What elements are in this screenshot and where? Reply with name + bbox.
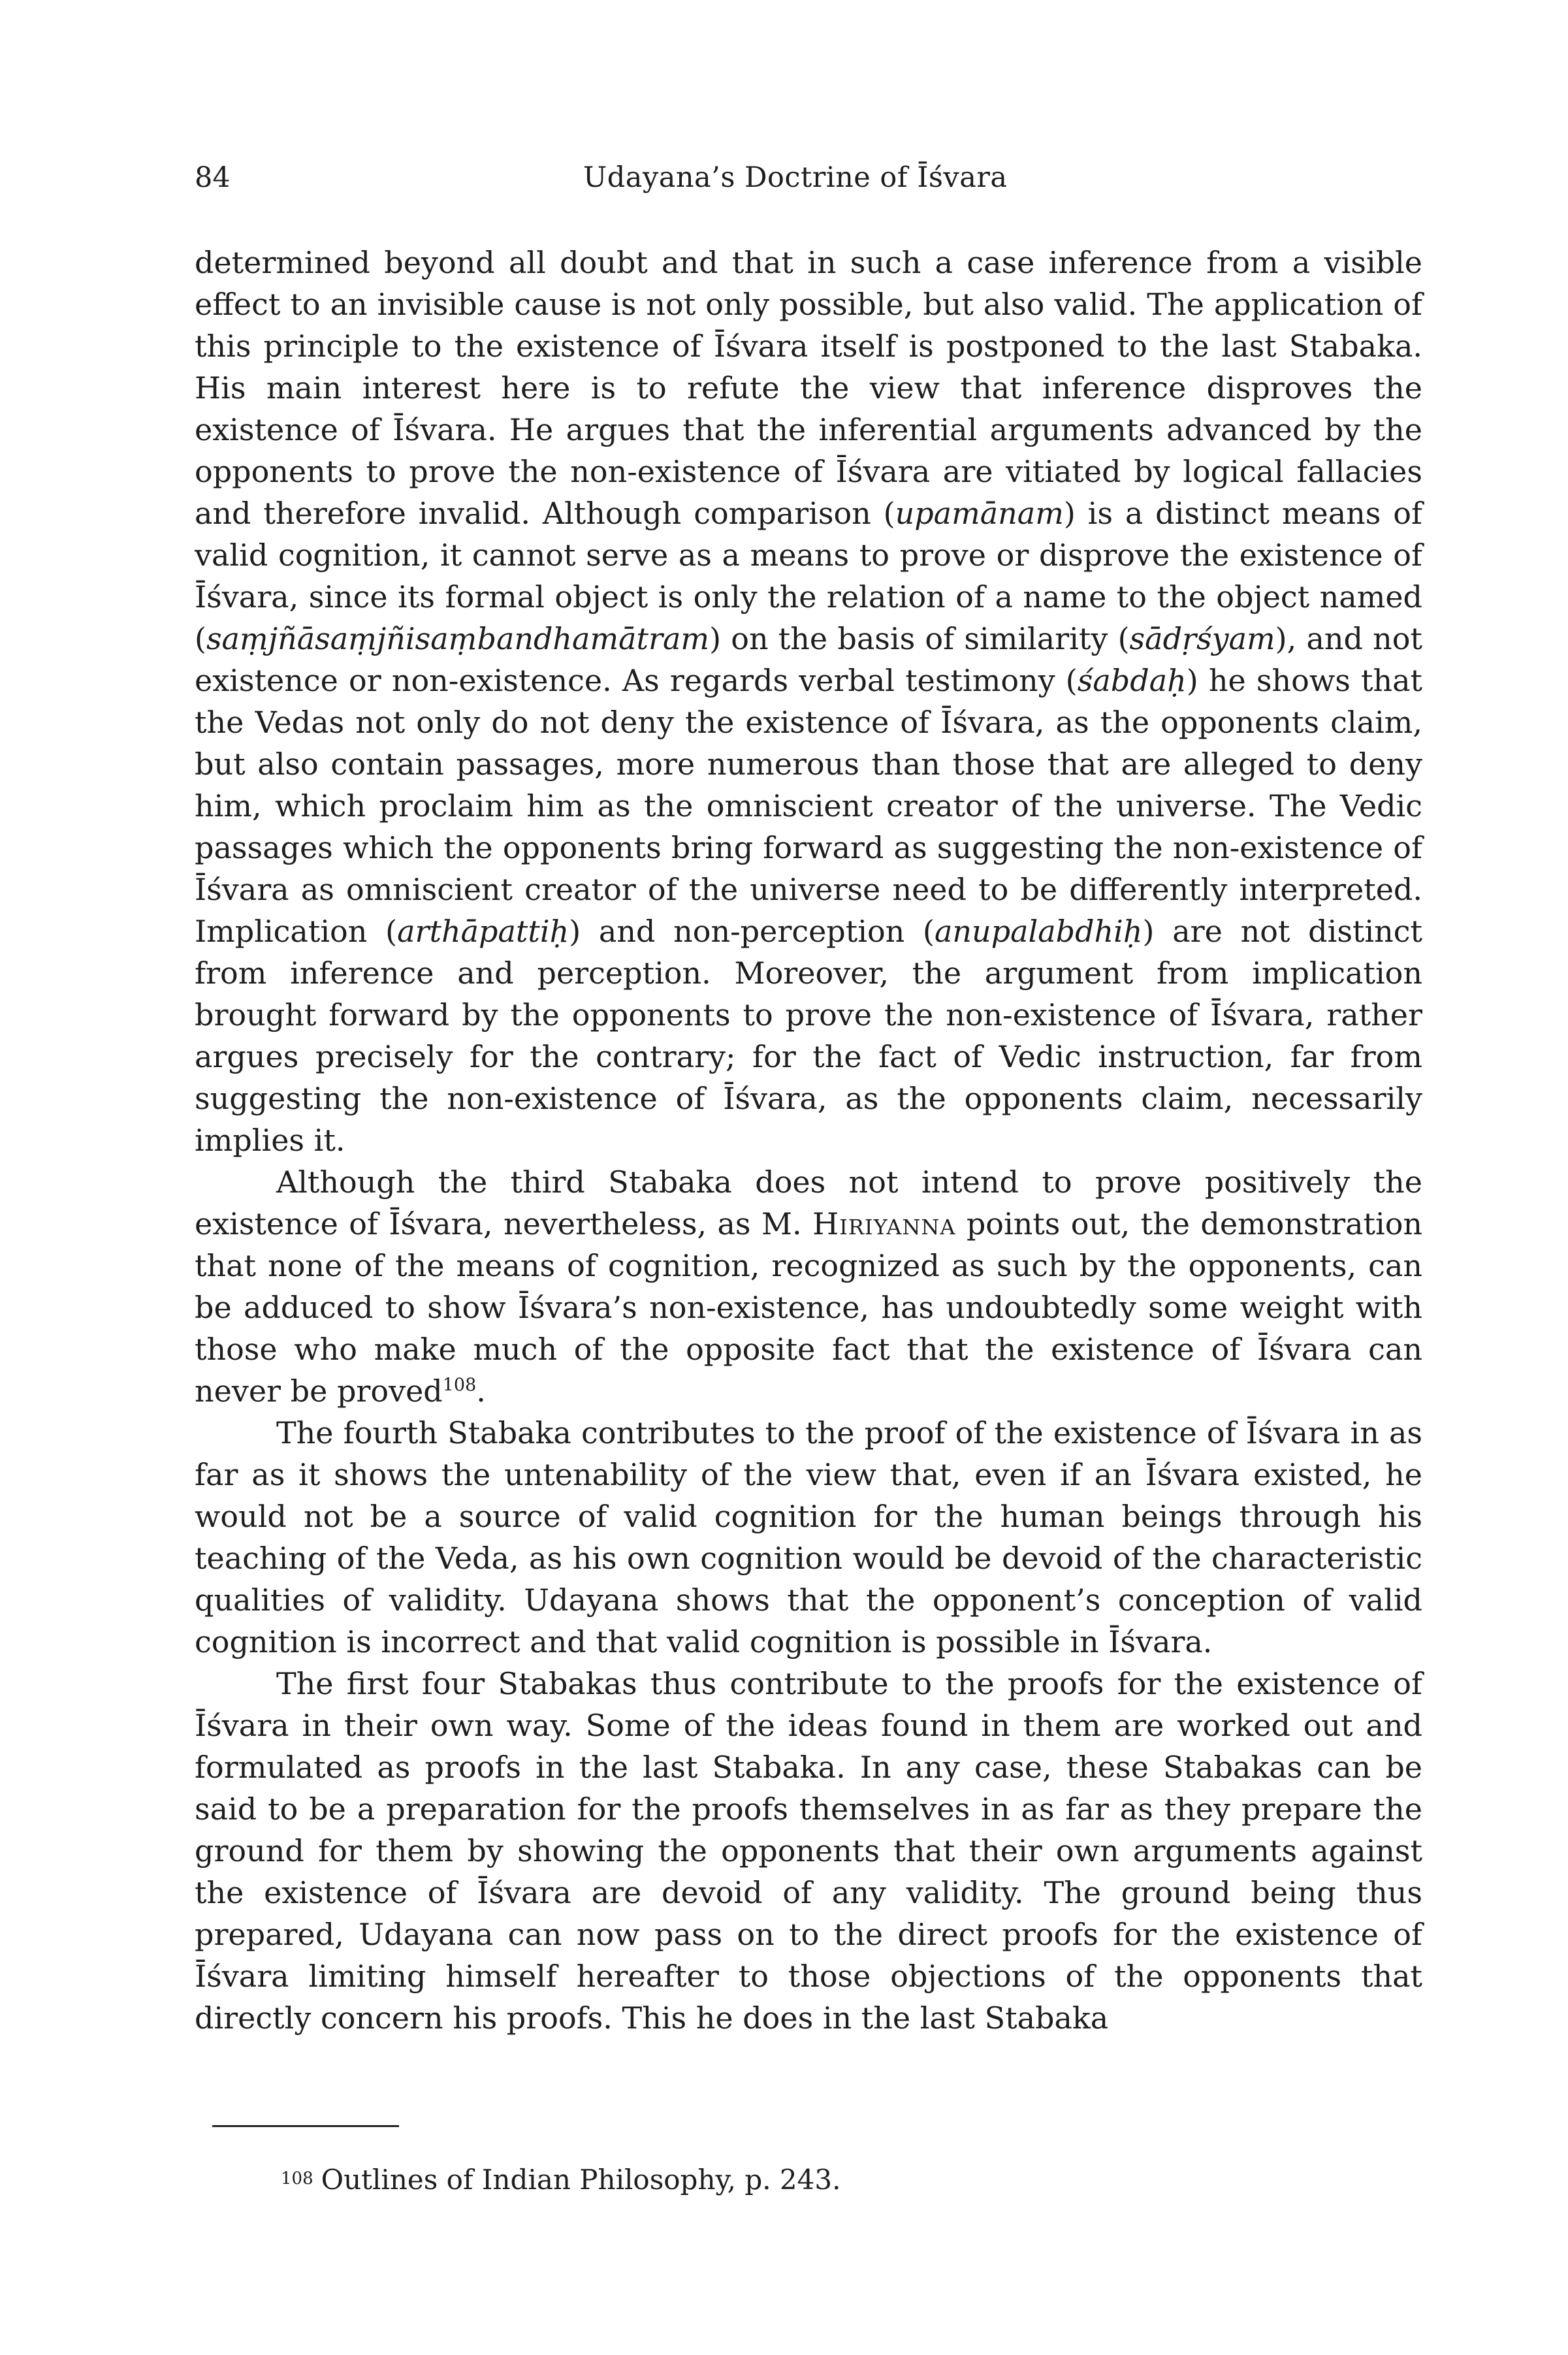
paragraph-1-text-5: ) he shows that the Vedas not only do not deny the existence of Īśvara, as the opponents claim, but also contain passages, more numerous than those that are alleged to deny him, which proclaim him as the omniscient creator of the universe. The Vedic passages which the opponents bring forward as suggesting the non-existence of Īśvara as omniscient creator of the universe need to be differently interpreted. Implication ( bbox=[195, 663, 1423, 949]
paragraph-4: The first four Stabakas thus contribute to the proofs for the existence of Īśvara in their own way. Some of the ideas found in them are worked out and formulated as proofs in the last Stabaka. In any case, these Stabakas can be said to be a preparation for the proofs themselves in as far as they prepare the ground for them by showing the opponents that their own arguments against the existence of Īśvara are devoid of any validity. The ground being thus prepared, Udayana can now pass on to the direct proofs for the existence of Īśvara limiting himself hereafter to those objections of the opponents that directly concern his proofs. This he does in the last Stabaka bbox=[195, 1666, 1422, 2036]
paragraph-2-text-1: Although the third Stabaka does not intend to prove positively the existence of Īśvara, nevertheless, as M. bbox=[195, 1164, 1422, 1242]
page-header bbox=[195, 158, 1422, 197]
footnote-number: 108 bbox=[281, 2169, 313, 2188]
paragraph-3: The fourth Stabaka contributes to the proof of the existence of Īśvara in as far as it shows the untenability of the view that, even if an Īśvara existed, he would not be a source of valid cognition for the human beings through his teaching of the Veda, as his own cognition would be devoid of the characteristic qualities of validity. Udayana shows that the opponent’s conception of valid cognition is incorrect and that valid cognition is possible in Īśvara. bbox=[195, 1415, 1422, 1659]
paragraph-1-text-7: ) are not distinct from inference and perception. Moreover, the argument from implication brought forward by the opponents to prove the non-existence of Īśvara, rather argues precisely for the contrary; for the fact of Vedic instruction, far from suggesting the non-existence of Īśvara, as the opponents claim, necessarily implies it. bbox=[195, 914, 1423, 1158]
paragraph-2 bbox=[195, 1161, 1422, 1412]
body-text bbox=[195, 242, 1422, 2039]
term-upamanam: upamānam bbox=[895, 496, 1064, 531]
term-anupalabdhih: anupalabdhiḥ bbox=[934, 914, 1143, 949]
paragraph-1-text-2: ) is a distinct means of valid cognition, it cannot serve as a means to prove or disprove the existence of Īśvara, since its formal object is only the relation of a name to the object named ( bbox=[195, 496, 1422, 656]
author-name-hiriyanna: Hiriyanna bbox=[812, 1206, 956, 1242]
paragraph-1-text-4: ), and not existence or non-existence. As regards verbal testimony ( bbox=[195, 621, 1422, 698]
footnote-text: Outlines of Indian Philosophy, p. 243. bbox=[321, 2164, 841, 2196]
paragraph-1-text-1: determined beyond all doubt and that in such a case inference from a visible effect to an invisible cause is not only possible, but also valid. The application of this principle to the existence of Īśvara itself is postponed to the last Stabaka. His main interest here is to refute the view that inference disproves the existence of Īśvara. He argues that the inferential arguments advanced by the opponents to prove the non-existence of Īśvara are vitiated by logical fallacies and therefore invalid. Although comparison ( bbox=[195, 245, 1422, 531]
footnote-divider bbox=[212, 2125, 399, 2127]
paragraph-1-text-3: ) on the basis of similarity ( bbox=[709, 621, 1130, 656]
paragraph-1-text-6: ) and non-perception ( bbox=[569, 914, 935, 949]
page-number: 84 bbox=[195, 161, 231, 194]
paragraph-2-text-3: . bbox=[476, 1373, 486, 1409]
term-sadrsyam: sādṛśyam bbox=[1129, 621, 1275, 656]
paragraph-2-text-2: points out, the demonstration that none of the means of cognition, recognized as such by the opponents, can be adduced to show Īśvara’s non-existence, has undoubtedly some weight with those who make much of the opposite fact that the existence of Īśvara can never be proved bbox=[195, 1206, 1423, 1409]
term-samjnasamjnisambandhamatram: saṃjñāsaṃjñisaṃbandhamātram bbox=[206, 621, 710, 656]
term-arthapattih: arthāpattiḥ bbox=[397, 914, 569, 949]
paragraph-1 bbox=[195, 242, 1422, 1161]
term-sabdah: śabdaḥ bbox=[1077, 663, 1187, 698]
footnote-reference[interactable]: 108 bbox=[442, 1375, 477, 1396]
running-title: Udayana’s Doctrine of Īśvara bbox=[583, 161, 1008, 194]
footnote bbox=[281, 2160, 1326, 2198]
